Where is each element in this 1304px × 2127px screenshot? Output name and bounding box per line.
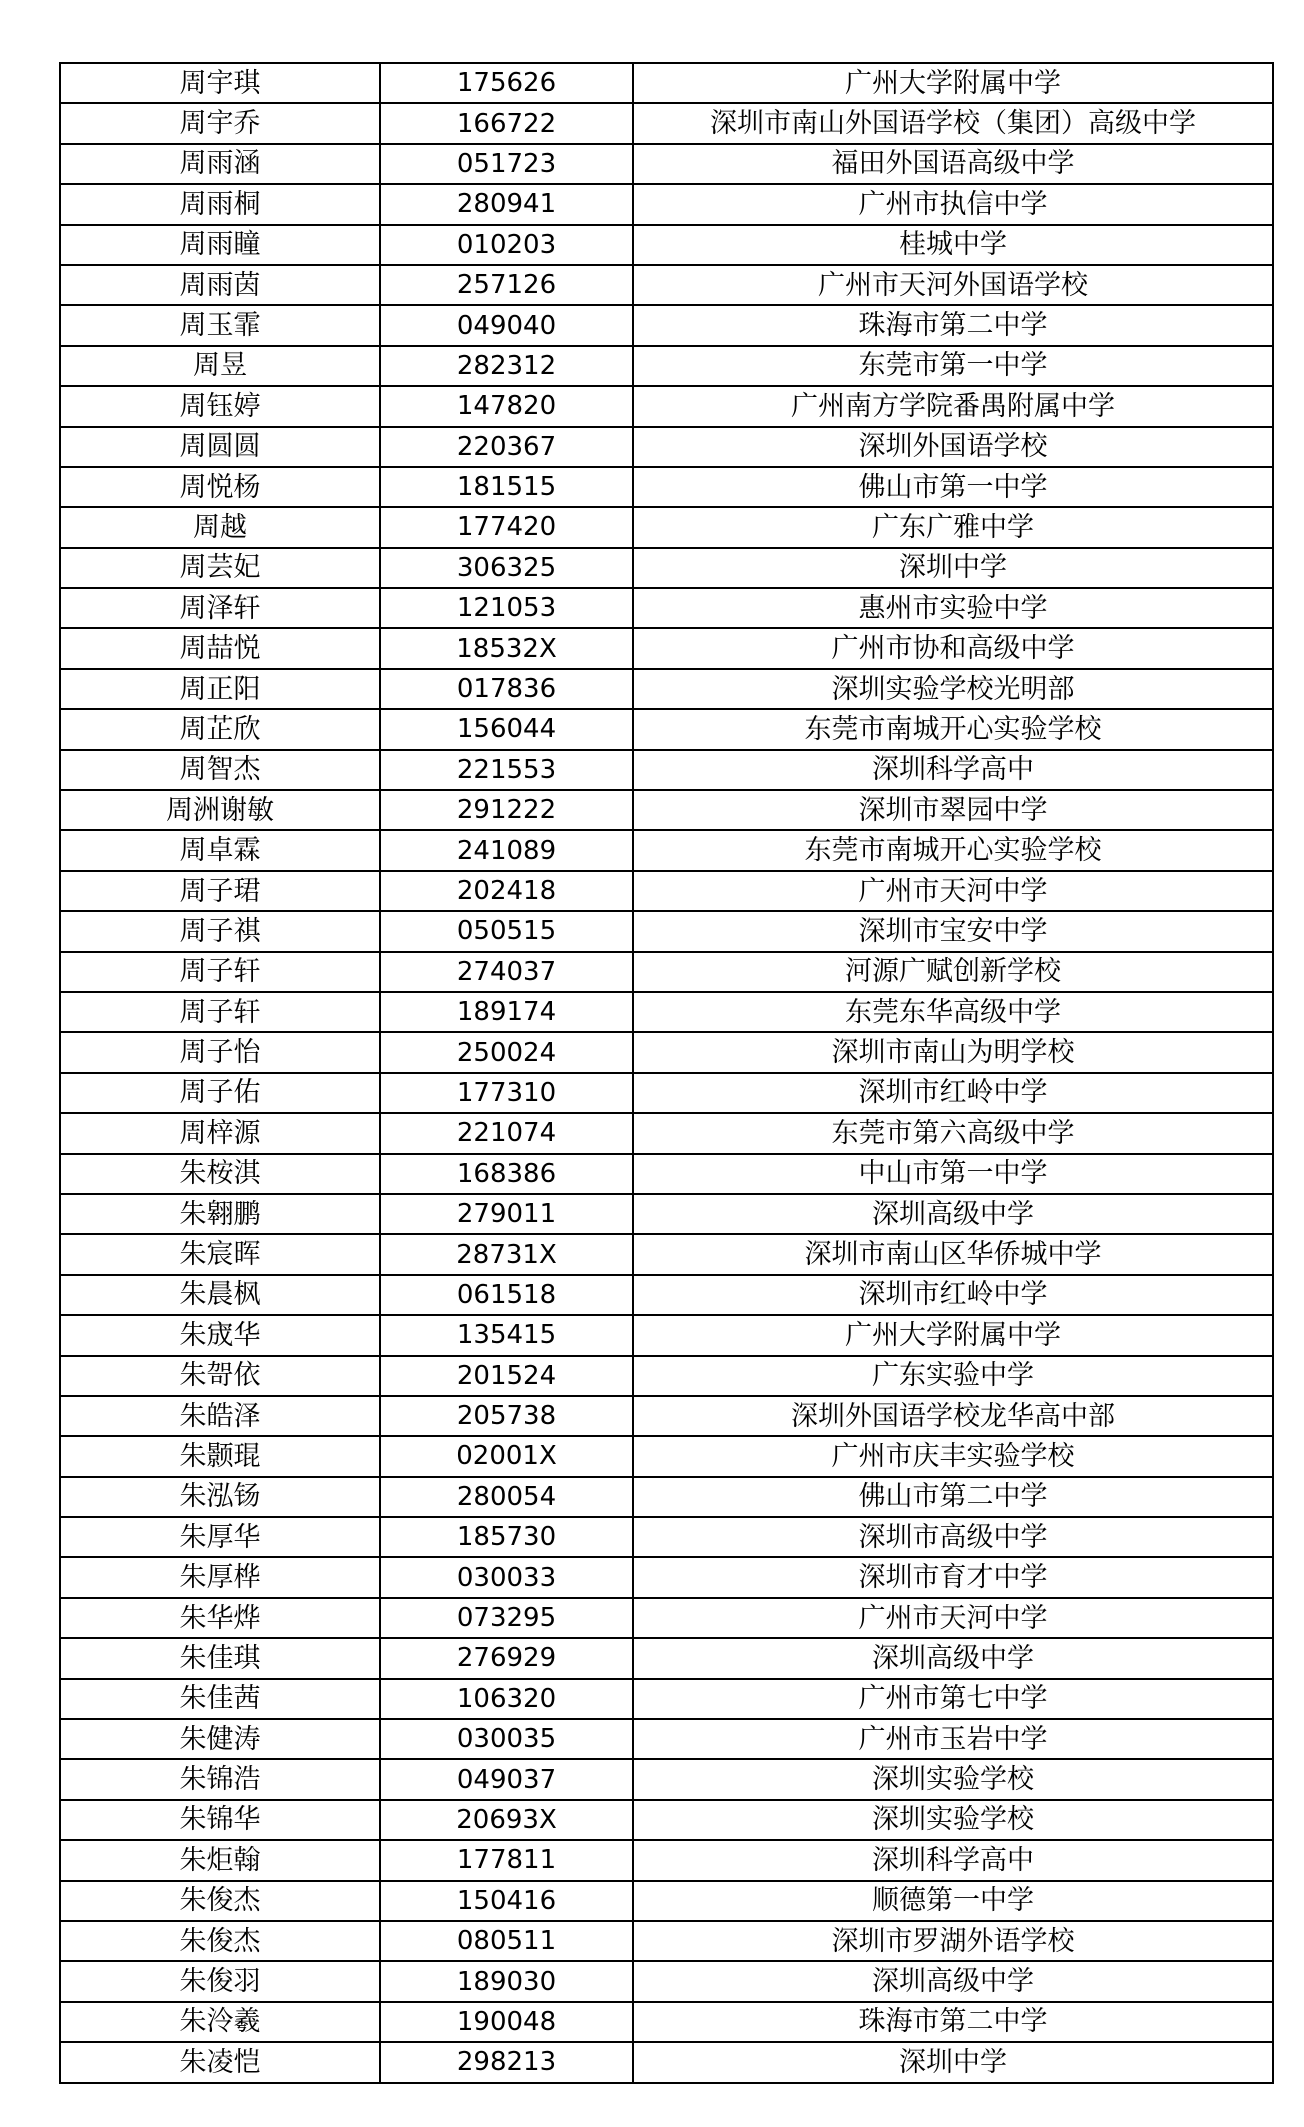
- table-row: [60, 1881, 1273, 1921]
- name-cell: 周雨涵: [60, 144, 380, 184]
- table-row: [60, 1638, 1273, 1678]
- school-cell: 惠州市实验中学: [633, 588, 1273, 628]
- school-cell: 深圳中学: [633, 548, 1273, 588]
- id-cell: 274037: [380, 952, 633, 992]
- name-cell: 朱颢琨: [60, 1436, 380, 1476]
- school-cell: 深圳实验学校: [633, 1800, 1273, 1840]
- id-cell: 18532X: [380, 628, 633, 668]
- school-cell: 广州市天河中学: [633, 1598, 1273, 1638]
- name-cell: 朱厚桦: [60, 1557, 380, 1597]
- name-cell: 周雨茵: [60, 265, 380, 305]
- name-cell: 朱厚华: [60, 1517, 380, 1557]
- school-cell: 广州大学附属中学: [633, 1315, 1273, 1355]
- id-cell: 177310: [380, 1073, 633, 1113]
- id-cell: 121053: [380, 588, 633, 628]
- id-cell: 241089: [380, 830, 633, 870]
- school-cell: 深圳外国语学校龙华高中部: [633, 1396, 1273, 1436]
- name-cell: 周芷欣: [60, 709, 380, 749]
- table-row: [60, 1517, 1273, 1557]
- table-row: [60, 628, 1273, 668]
- school-cell: 广州大学附属中学: [633, 63, 1273, 103]
- table-row: [60, 1436, 1273, 1476]
- table-row: [60, 305, 1273, 345]
- table-row: [60, 1477, 1273, 1517]
- table-row: [60, 548, 1273, 588]
- id-cell: 276929: [380, 1638, 633, 1678]
- school-cell: 深圳市红岭中学: [633, 1275, 1273, 1315]
- id-cell: 080511: [380, 1921, 633, 1961]
- table-row: [60, 911, 1273, 951]
- school-cell: 广州市协和高级中学: [633, 628, 1273, 668]
- table-row: [60, 1840, 1273, 1880]
- name-cell: 朱宬华: [60, 1315, 380, 1355]
- table-row: [60, 2042, 1273, 2082]
- name-cell: 周雨桐: [60, 184, 380, 224]
- id-cell: 177811: [380, 1840, 633, 1880]
- id-cell: 049040: [380, 305, 633, 345]
- school-cell: 广东广雅中学: [633, 507, 1273, 547]
- id-cell: 190048: [380, 2002, 633, 2042]
- table-row: [60, 1396, 1273, 1436]
- id-cell: 201524: [380, 1356, 633, 1396]
- id-cell: 280941: [380, 184, 633, 224]
- name-cell: 朱华烨: [60, 1598, 380, 1638]
- name-cell: 周子珺: [60, 871, 380, 911]
- id-cell: 20693X: [380, 1800, 633, 1840]
- id-cell: 135415: [380, 1315, 633, 1355]
- table-row: [60, 1073, 1273, 1113]
- id-cell: 279011: [380, 1194, 633, 1234]
- table-row: [60, 1598, 1273, 1638]
- name-cell: 朱泓钖: [60, 1477, 380, 1517]
- name-cell: 朱凌恺: [60, 2042, 380, 2082]
- id-cell: 306325: [380, 548, 633, 588]
- school-cell: 深圳市红岭中学: [633, 1073, 1273, 1113]
- id-cell: 150416: [380, 1881, 633, 1921]
- id-cell: 147820: [380, 386, 633, 426]
- id-cell: 280054: [380, 1477, 633, 1517]
- school-cell: 桂城中学: [633, 225, 1273, 265]
- name-cell: 周梓源: [60, 1113, 380, 1153]
- table-row: [60, 1194, 1273, 1234]
- school-cell: 深圳外国语学校: [633, 427, 1273, 467]
- table-row: [60, 144, 1273, 184]
- table-row: [60, 830, 1273, 870]
- id-cell: 073295: [380, 1598, 633, 1638]
- name-cell: 朱炬翰: [60, 1840, 380, 1880]
- table-row: [60, 63, 1273, 103]
- school-cell: 深圳实验学校: [633, 1759, 1273, 1799]
- table-row: [60, 1961, 1273, 2001]
- school-cell: 广州市玉岩中学: [633, 1719, 1273, 1759]
- id-cell: 166722: [380, 103, 633, 143]
- table-row: [60, 1759, 1273, 1799]
- name-cell: 朱泠羲: [60, 2002, 380, 2042]
- table-row: [60, 507, 1273, 547]
- name-cell: 周玉霏: [60, 305, 380, 345]
- table-row: [60, 2002, 1273, 2042]
- table-row: [60, 1275, 1273, 1315]
- name-cell: 朱佳琪: [60, 1638, 380, 1678]
- name-cell: 朱皓泽: [60, 1396, 380, 1436]
- name-cell: 周喆悦: [60, 628, 380, 668]
- school-cell: 东莞市南城开心实验学校: [633, 830, 1273, 870]
- school-cell: 东莞市第六高级中学: [633, 1113, 1273, 1153]
- table-row: [60, 750, 1273, 790]
- school-cell: 广州市天河外国语学校: [633, 265, 1273, 305]
- name-cell: 周子佑: [60, 1073, 380, 1113]
- id-cell: 177420: [380, 507, 633, 547]
- table-row: [60, 1679, 1273, 1719]
- name-cell: 朱俊杰: [60, 1921, 380, 1961]
- school-cell: 珠海市第二中学: [633, 305, 1273, 345]
- id-cell: 030035: [380, 1719, 633, 1759]
- table-row: [60, 103, 1273, 143]
- table-row: [60, 1557, 1273, 1597]
- table-row: [60, 588, 1273, 628]
- school-cell: 广州市第七中学: [633, 1679, 1273, 1719]
- table-row: [60, 346, 1273, 386]
- id-cell: 282312: [380, 346, 633, 386]
- table-row: [60, 184, 1273, 224]
- school-cell: 深圳市南山区华侨城中学: [633, 1234, 1273, 1274]
- school-cell: 广东实验中学: [633, 1356, 1273, 1396]
- table-row: [60, 1800, 1273, 1840]
- name-cell: 朱健涛: [60, 1719, 380, 1759]
- name-cell: 周子祺: [60, 911, 380, 951]
- table-row: [60, 1315, 1273, 1355]
- name-cell: 朱锦华: [60, 1800, 380, 1840]
- table-row: [60, 790, 1273, 830]
- name-cell: 周雨瞳: [60, 225, 380, 265]
- name-cell: 周钰婷: [60, 386, 380, 426]
- id-cell: 189030: [380, 1961, 633, 2001]
- name-cell: 周昱: [60, 346, 380, 386]
- school-cell: 深圳中学: [633, 2042, 1273, 2082]
- id-cell: 221553: [380, 750, 633, 790]
- table-row: [60, 1234, 1273, 1274]
- name-cell: 周泽轩: [60, 588, 380, 628]
- school-cell: 东莞市第一中学: [633, 346, 1273, 386]
- table-row: [60, 386, 1273, 426]
- school-cell: 深圳高级中学: [633, 1638, 1273, 1678]
- school-cell: 广州市天河中学: [633, 871, 1273, 911]
- table-row: [60, 427, 1273, 467]
- table-row: [60, 1113, 1273, 1153]
- school-cell: 深圳科学高中: [633, 1840, 1273, 1880]
- name-cell: 朱锦浩: [60, 1759, 380, 1799]
- school-cell: 深圳市南山为明学校: [633, 1032, 1273, 1072]
- table-row: [60, 225, 1273, 265]
- name-cell: 朱宸晖: [60, 1234, 380, 1274]
- name-cell: 朱翱鹏: [60, 1194, 380, 1234]
- school-cell: 深圳实验学校光明部: [633, 669, 1273, 709]
- table-row: [60, 952, 1273, 992]
- table-row: [60, 467, 1273, 507]
- table-row: [60, 709, 1273, 749]
- id-cell: 220367: [380, 427, 633, 467]
- school-cell: 深圳市育才中学: [633, 1557, 1273, 1597]
- id-cell: 250024: [380, 1032, 633, 1072]
- id-cell: 049037: [380, 1759, 633, 1799]
- name-cell: 周智杰: [60, 750, 380, 790]
- school-cell: 深圳市宝安中学: [633, 911, 1273, 951]
- id-cell: 051723: [380, 144, 633, 184]
- school-cell: 深圳市高级中学: [633, 1517, 1273, 1557]
- id-cell: 181515: [380, 467, 633, 507]
- name-cell: 朱佳茜: [60, 1679, 380, 1719]
- table-row: [60, 1921, 1273, 1961]
- school-cell: 河源广赋创新学校: [633, 952, 1273, 992]
- school-cell: 东莞东华高级中学: [633, 992, 1273, 1032]
- table-row: [60, 669, 1273, 709]
- school-cell: 东莞市南城开心实验学校: [633, 709, 1273, 749]
- id-cell: 017836: [380, 669, 633, 709]
- table-row: [60, 1356, 1273, 1396]
- name-cell: 朱晨枫: [60, 1275, 380, 1315]
- name-cell: 朱哿依: [60, 1356, 380, 1396]
- id-cell: 189174: [380, 992, 633, 1032]
- school-cell: 深圳市南山外国语学校（集团）高级中学: [633, 103, 1273, 143]
- school-cell: 广州市庆丰实验学校: [633, 1436, 1273, 1476]
- school-cell: 顺德第一中学: [633, 1881, 1273, 1921]
- school-cell: 中山市第一中学: [633, 1154, 1273, 1194]
- id-cell: 205738: [380, 1396, 633, 1436]
- school-cell: 佛山市第一中学: [633, 467, 1273, 507]
- school-cell: 深圳科学高中: [633, 750, 1273, 790]
- name-cell: 周子轩: [60, 952, 380, 992]
- name-cell: 朱俊杰: [60, 1881, 380, 1921]
- name-cell: 周芸妃: [60, 548, 380, 588]
- name-cell: 周正阳: [60, 669, 380, 709]
- id-cell: 050515: [380, 911, 633, 951]
- id-cell: 175626: [380, 63, 633, 103]
- name-cell: 朱俊羽: [60, 1961, 380, 2001]
- name-cell: 周宇琪: [60, 63, 380, 103]
- school-cell: 深圳高级中学: [633, 1194, 1273, 1234]
- school-cell: 广州南方学院番禺附属中学: [633, 386, 1273, 426]
- name-cell: 周圆圆: [60, 427, 380, 467]
- id-cell: 185730: [380, 1517, 633, 1557]
- roster-table-body: [60, 63, 1273, 2083]
- id-cell: 291222: [380, 790, 633, 830]
- id-cell: 257126: [380, 265, 633, 305]
- name-cell: 周卓霖: [60, 830, 380, 870]
- id-cell: 28731X: [380, 1234, 633, 1274]
- name-cell: 周洲谢敏: [60, 790, 380, 830]
- id-cell: 061518: [380, 1275, 633, 1315]
- school-cell: 广州市执信中学: [633, 184, 1273, 224]
- id-cell: 030033: [380, 1557, 633, 1597]
- id-cell: 202418: [380, 871, 633, 911]
- name-cell: 周子怡: [60, 1032, 380, 1072]
- id-cell: 168386: [380, 1154, 633, 1194]
- table-row: [60, 1719, 1273, 1759]
- name-cell: 周悦杨: [60, 467, 380, 507]
- id-cell: 156044: [380, 709, 633, 749]
- table-row: [60, 1032, 1273, 1072]
- id-cell: 02001X: [380, 1436, 633, 1476]
- table-row: [60, 871, 1273, 911]
- name-cell: 周越: [60, 507, 380, 547]
- id-cell: 106320: [380, 1679, 633, 1719]
- table-row: [60, 265, 1273, 305]
- school-cell: 福田外国语高级中学: [633, 144, 1273, 184]
- school-cell: 深圳市罗湖外语学校: [633, 1921, 1273, 1961]
- school-cell: 佛山市第二中学: [633, 1477, 1273, 1517]
- name-cell: 朱桉淇: [60, 1154, 380, 1194]
- school-cell: 深圳市翠园中学: [633, 790, 1273, 830]
- id-cell: 221074: [380, 1113, 633, 1153]
- name-cell: 周子轩: [60, 992, 380, 1032]
- school-cell: 深圳高级中学: [633, 1961, 1273, 2001]
- id-cell: 298213: [380, 2042, 633, 2082]
- id-cell: 010203: [380, 225, 633, 265]
- name-cell: 周宇乔: [60, 103, 380, 143]
- table-row: [60, 992, 1273, 1032]
- table-row: [60, 1154, 1273, 1194]
- roster-table: [59, 62, 1274, 2084]
- school-cell: 珠海市第二中学: [633, 2002, 1273, 2042]
